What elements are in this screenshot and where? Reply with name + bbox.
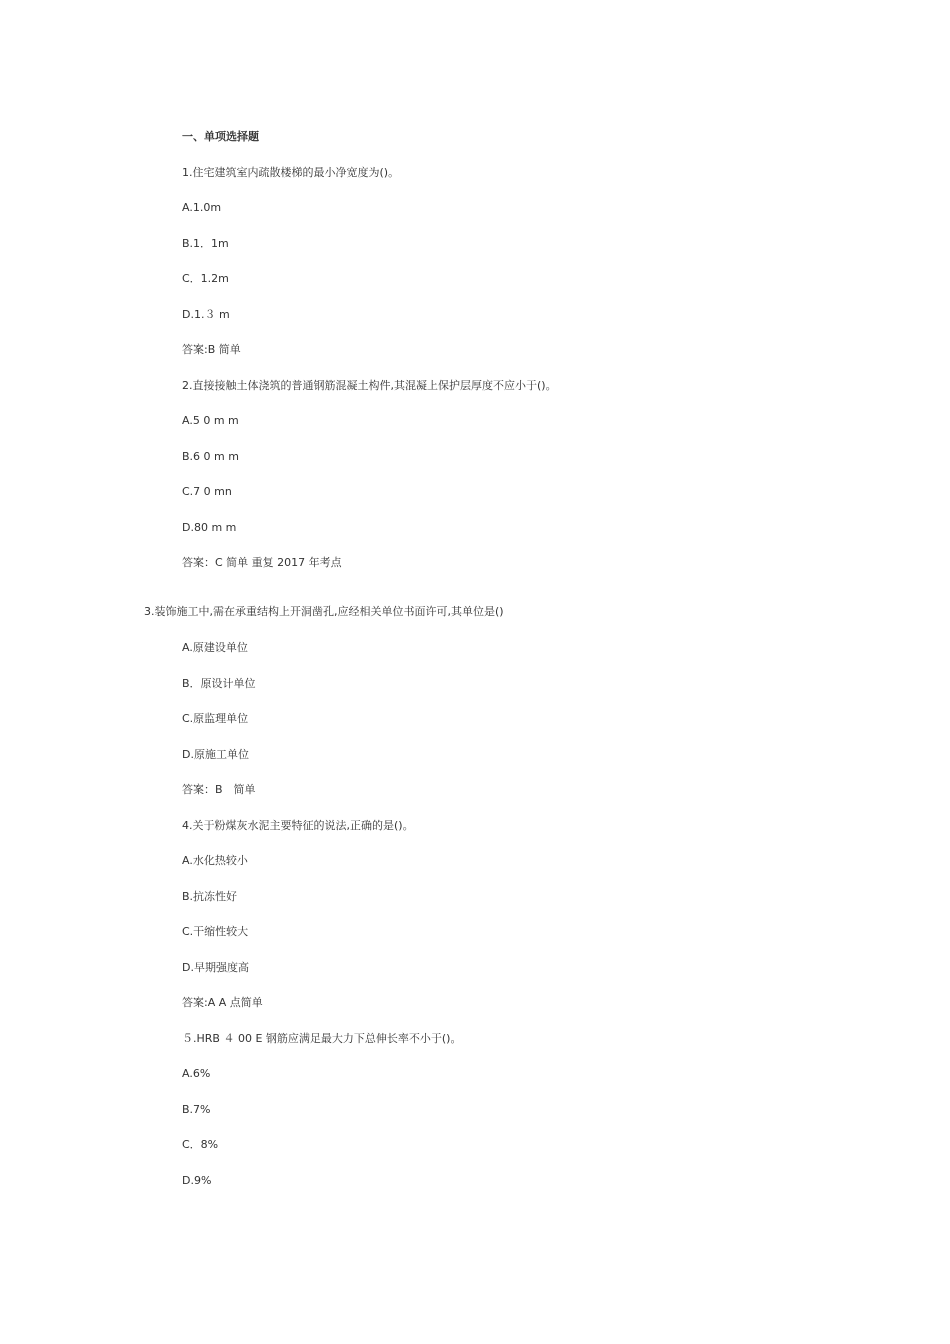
question-4-stem: 4.关于粉煤灰水泥主要特征的说法,正确的是()。 [182, 819, 414, 832]
section-heading: 一、单项选择题 [182, 130, 259, 143]
question-5-option-c: C．8% [182, 1138, 219, 1151]
question-3-option-a: A.原建设单位 [182, 641, 248, 654]
question-2-option-b: B.6 0 m m [182, 450, 239, 463]
question-3-option-b: B．原设计单位 [182, 677, 256, 690]
question-4-option-c: C.干缩性较大 [182, 925, 249, 938]
question-4-answer: 答案:A A 点简单 [182, 996, 263, 1009]
question-1-option-d: D.1.３ m [182, 308, 230, 321]
question-3-option-c: C.原监理单位 [182, 712, 249, 725]
question-1-stem: 1.住宅建筑室内疏散楼梯的最小净宽度为()。 [182, 166, 400, 179]
question-3-answer: 答案：B 简单 [182, 783, 256, 796]
question-4-option-a: A.水化热较小 [182, 854, 248, 867]
question-4-option-d: D.早期强度高 [182, 961, 249, 974]
question-1-option-a: A.1.0m [182, 201, 222, 214]
question-4-option-b: B.抗冻性好 [182, 890, 238, 903]
question-2-option-c: C.7 0 mn [182, 485, 232, 498]
question-1-option-b: B.1．1m [182, 237, 229, 250]
question-2-answer: 答案：C 简单 重复 2017 年考点 [182, 556, 342, 569]
question-2-stem: 2.直接接触土体浇筑的普通钢筋混凝土构件,其混凝上保护层厚度不应小于()。 [182, 379, 557, 392]
question-5-stem: ５.HRB ４ 00 E 钢筋应满足最大力下总伸长率不小于()。 [182, 1032, 462, 1045]
question-2-option-d: D.80 m m [182, 521, 237, 534]
question-5-option-b: B.7% [182, 1103, 211, 1116]
question-1-answer: 答案:B 简单 [182, 343, 241, 356]
question-5-option-d: D.9% [182, 1174, 212, 1187]
question-1-option-c: C．1.2m [182, 272, 229, 285]
question-5-option-a: A.6% [182, 1067, 211, 1080]
question-3-stem: 3.装饰施工中,需在承重结构上开洞凿孔,应经相关单位书面许可,其单位是() [144, 605, 504, 618]
question-2-option-a: A.5 0 m m [182, 414, 239, 427]
question-3-option-d: D.原施工单位 [182, 748, 249, 761]
